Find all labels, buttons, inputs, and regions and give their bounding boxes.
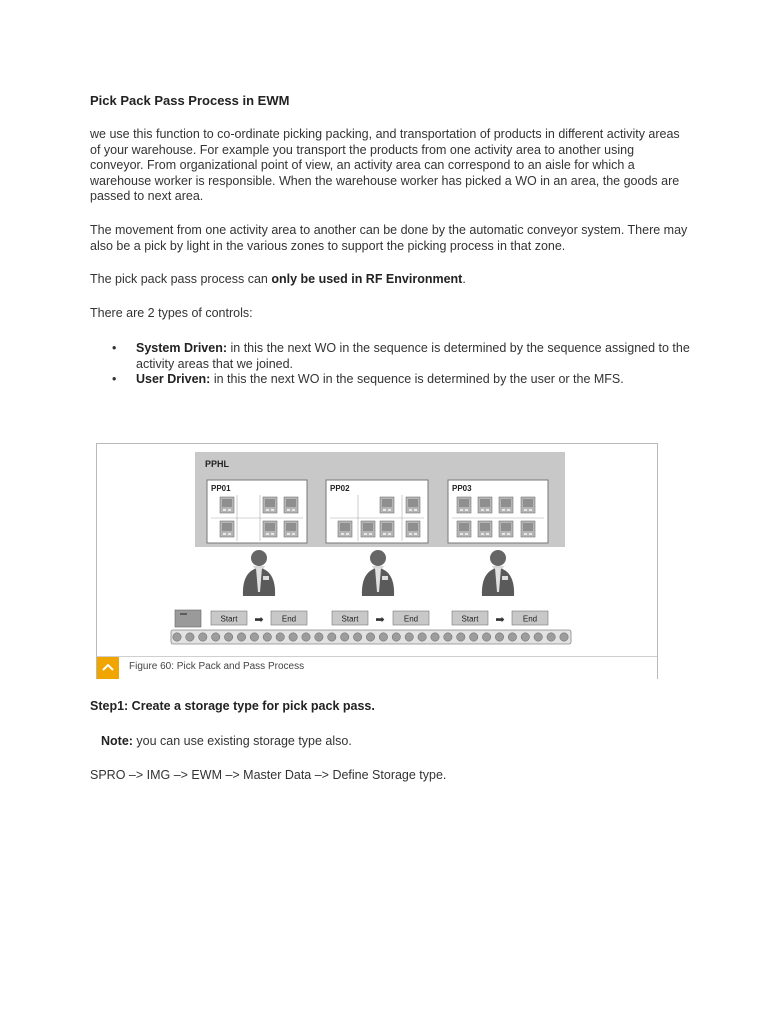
arrow-right-icon: ➡ (495, 614, 505, 626)
figure-caption: Figure 60: Pick Pack and Pass Process (129, 661, 305, 672)
activity-area-pp03 (448, 480, 548, 543)
conveyor-roller (534, 633, 542, 641)
conveyor-roller (508, 633, 516, 641)
conveyor-roller (444, 633, 452, 641)
flow-pp03 (452, 611, 548, 626)
activity-area-pp02 (326, 480, 428, 543)
arrow-right-icon: ➡ (375, 614, 385, 626)
note-paragraph (101, 734, 352, 748)
conveyor-roller (173, 633, 181, 641)
conveyor-roller (289, 633, 297, 641)
control-text: in this the next WO in the sequence is determined by the sequence assigned to the activity areas that we joined. (136, 341, 690, 371)
rf-text-after: . (462, 272, 466, 286)
area-label: PP02 (330, 484, 350, 493)
conveyor-roller (405, 633, 413, 641)
controls-list (90, 341, 690, 388)
process-diagram (97, 444, 657, 656)
controls-intro: There are 2 types of controls: (90, 306, 253, 320)
step1-heading: Step1: Create a storage type for pick pack pass. (90, 699, 375, 713)
package-icon (175, 610, 201, 627)
area-label: PP01 (211, 484, 231, 493)
end-label: End (403, 614, 419, 624)
list-item (90, 372, 690, 388)
conveyor-roller (341, 633, 349, 641)
chevron-up-icon (97, 657, 119, 679)
conveyor-roller (547, 633, 555, 641)
flow-pp01 (211, 611, 307, 626)
conveyor-roller (470, 633, 478, 641)
figure-caption-bar (97, 656, 657, 679)
worker-icon (482, 550, 514, 596)
conveyor-roller (457, 633, 465, 641)
conveyor-roller (199, 633, 207, 641)
conveyor-roller (263, 633, 271, 641)
flow-pp02 (332, 611, 429, 626)
conveyor-belt (171, 630, 571, 644)
conveyor-roller (379, 633, 387, 641)
control-text: in this the next WO in the sequence is determined by the user or the MFS. (210, 372, 624, 387)
bullet-icon: • (112, 372, 117, 387)
conveyor-roller (392, 633, 400, 641)
intro-paragraph: we use this function to co-ordinate picking packing, and transportation of products in different activity areas of your warehouse. For example you transport the products from one activity area to another using conveyor. From organizational point of view, an activity area can correspond to an aisle for which a warehouse worker is responsible. When the warehouse worker has picked a WO in an area, the goods are passed to next area. (90, 127, 680, 204)
spro-path: SPRO –> IMG –> EWM –> Master Data –> Define Storage type. (90, 768, 447, 782)
control-label: System Driven: (136, 341, 228, 355)
conveyor-roller (353, 633, 361, 641)
conveyor-roller (250, 633, 258, 641)
rf-text-bold: only be used in RF Environment (271, 272, 463, 286)
conveyor-roller (495, 633, 503, 641)
control-label: User Driven: (136, 372, 211, 387)
arrow-right-icon: ➡ (254, 614, 264, 626)
note-text: you can use existing storage type also. (132, 734, 352, 748)
conveyor-roller (482, 633, 490, 641)
pick-pack-pass-figure (96, 443, 658, 679)
conveyor-roller (302, 633, 310, 641)
conveyor-roller (237, 633, 245, 641)
start-label: Start (220, 614, 238, 624)
conveyor-roller (224, 633, 232, 641)
activity-area-pp01 (207, 480, 307, 543)
conveyor-roller (276, 633, 284, 641)
conveyor-roller (328, 633, 336, 641)
conveyor-roller (431, 633, 439, 641)
conveyor-paragraph: The movement from one activity area to another can be done by the automatic conveyor system. There may also be a pick by light in the various zones to support the picking process in that zone. (90, 223, 688, 253)
conveyor-roller (366, 633, 374, 641)
conveyor-roller (521, 633, 529, 641)
rf-environment-paragraph (90, 272, 690, 288)
conveyor-roller (186, 633, 194, 641)
conveyor-roller (212, 633, 220, 641)
bullet-icon: • (112, 341, 117, 355)
list-item (90, 341, 690, 372)
rf-text-before: The pick pack pass process can (90, 272, 272, 286)
worker-icon (362, 550, 394, 596)
conveyor-roller (315, 633, 323, 641)
area-label: PP03 (452, 484, 472, 493)
end-label: End (281, 614, 297, 624)
start-label: Start (341, 614, 359, 624)
start-label: Start (461, 614, 479, 624)
conveyor-roller (418, 633, 426, 641)
hall-label: PPHL (205, 459, 230, 469)
page-title: Pick Pack Pass Process in EWM (90, 93, 290, 108)
conveyor-roller (560, 633, 568, 641)
note-label: Note: (101, 734, 133, 748)
worker-icon (243, 550, 275, 596)
end-label: End (522, 614, 538, 624)
